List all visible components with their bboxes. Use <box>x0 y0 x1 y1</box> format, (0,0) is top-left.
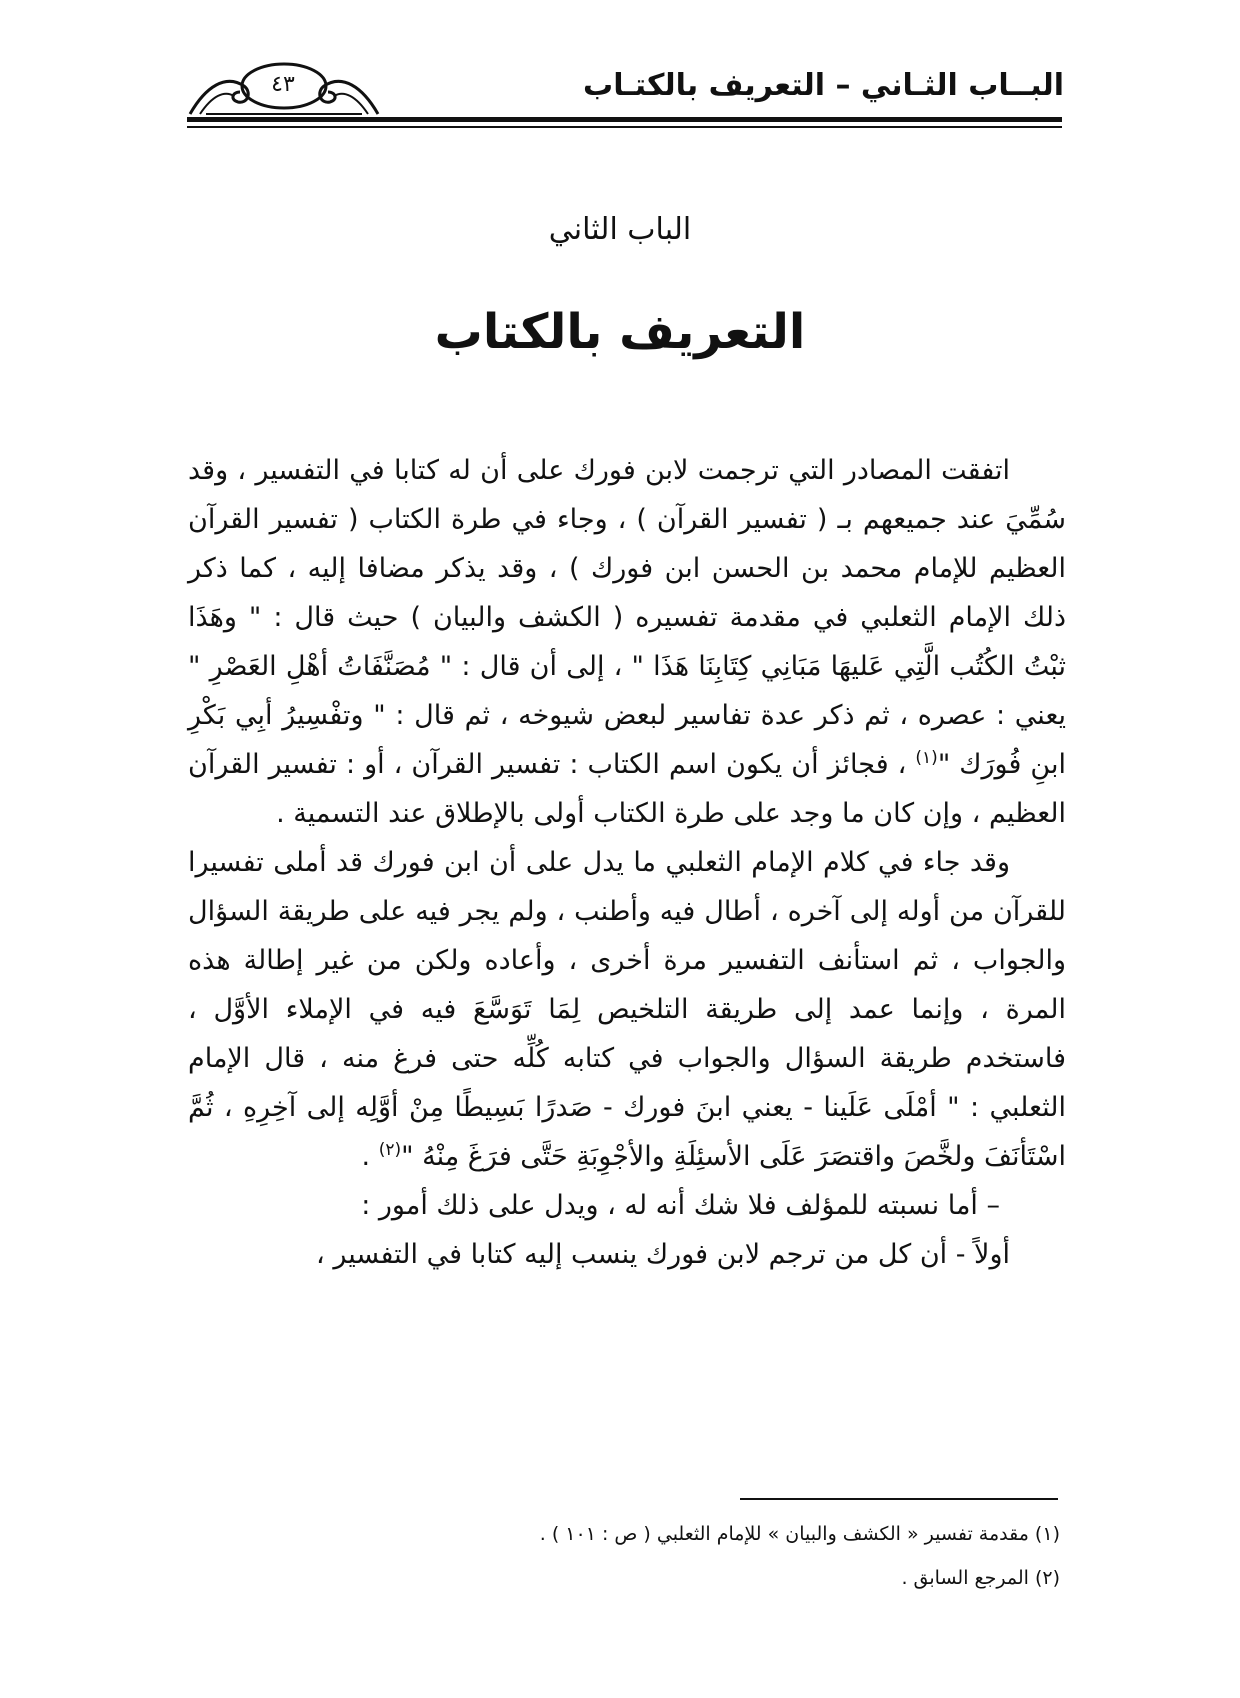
paragraph-4: أولاً - أن كل من ترجم لابن فورك ينسب إليه كتابا في التفسير ، <box>316 1239 1010 1270</box>
paragraph-3: – أما نسبته للمؤلف فلا شك أنه له ، ويدل على ذلك أمور : <box>361 1190 1000 1221</box>
paragraph-1-text: اتفقت المصادر التي ترجمت لابن فورك على أن له كتابا في التفسير ، وقد سُمِّيَ عند جميعهم بـ ( تفسير القرآن ) ، وجاء في طرة الكتاب ( تفسير القرآن العظيم للإمام محمد بن الحسن ابن فورك ) ، وقد يذكر مضافا إليه ، كما ذكر ذلك الإمام الثعلبي في مقدمة تفسيره ( الكشف والبيان ) حيث قال : " وهَذَا ثبْتُ الكُتُب الَّتِي عَليهَا مَبَانِي كِتَابِنَا هَذَا " ، إلى أن قال : " مُصَنَّفَاتُ أهْلِ العَصْرِ " يعني : عصره ، ثم ذكر عدة تفاسير لبعض شيوخه ، ثم قال : " وتفْسِيرُ أبِي بَكْرِ ابنِ فُورَك " <box>188 455 1066 780</box>
footnotes <box>300 1512 1060 1600</box>
page-header <box>0 0 1240 140</box>
footnote-ref-1: (١) <box>915 748 938 768</box>
paragraph-1 <box>188 446 1066 838</box>
footnote-1: (١) مقدمة تفسير « الكشف والبيان » للإمام الثعلبي ( ص : ١٠١ ) . <box>539 1523 1060 1545</box>
footnote-separator <box>740 1498 1058 1500</box>
footnote-2: (٢) المرجع السابق . <box>901 1567 1060 1589</box>
header-rule <box>187 117 1062 122</box>
page-number: ٤٣ <box>271 72 295 97</box>
paragraph-2 <box>188 838 1066 1181</box>
chapter-label: الباب الثاني <box>548 212 692 247</box>
paragraph-2-tail: . <box>361 1141 379 1172</box>
paragraph-2-text: وقد جاء في كلام الإمام الثعلبي ما يدل على أن ابن فورك قد أملى تفسيرا للقرآن من أوله إلى آخره ، أطال فيه وأطنب ، ولم يجر فيه على طريقة السؤال والجواب ، ثم استأنف التفسير مرة أخرى ، وأعاده ولكن من غير إطالة هذه المرة ، وإنما عمد إلى طريقة التلخيص لِمَا تَوَسَّعَ فيه في الإملاء الأوَّل ، فاستخدم طريقة السؤال والجواب في كتابه كُلِّه حتى فرغ منه ، قال الإمام الثعلبي : " أمْلَى عَلَينا - يعني ابنَ فورك - صَدرًا بَسِيطًا مِنْ أوَّلِه إلى آخِرِهِ ، ثُمَّ اسْتَأنَفَ ولخَّصَ واقتصَرَ عَلَى الأسئِلَةِ والأجْوِبَةِ حَتَّى فرَغَ مِنْهُ " <box>188 847 1066 1172</box>
header-rule-thin <box>187 126 1062 128</box>
body-text <box>188 446 1066 1279</box>
paragraph-1-tail: ، فجائز أن يكون اسم الكتاب : تفسير القرآن ، أو : تفسير القرآن العظيم ، وإن كان ما وجد على طرة الكتاب أولى بالإطلاق عند التسمية . <box>188 749 1066 829</box>
chapter-title: التعريف بالكتاب <box>434 304 806 360</box>
running-title: البــاب الثـاني – التعريف بالكتـاب <box>583 68 1064 103</box>
footnote-ref-2: (٢) <box>378 1140 402 1160</box>
